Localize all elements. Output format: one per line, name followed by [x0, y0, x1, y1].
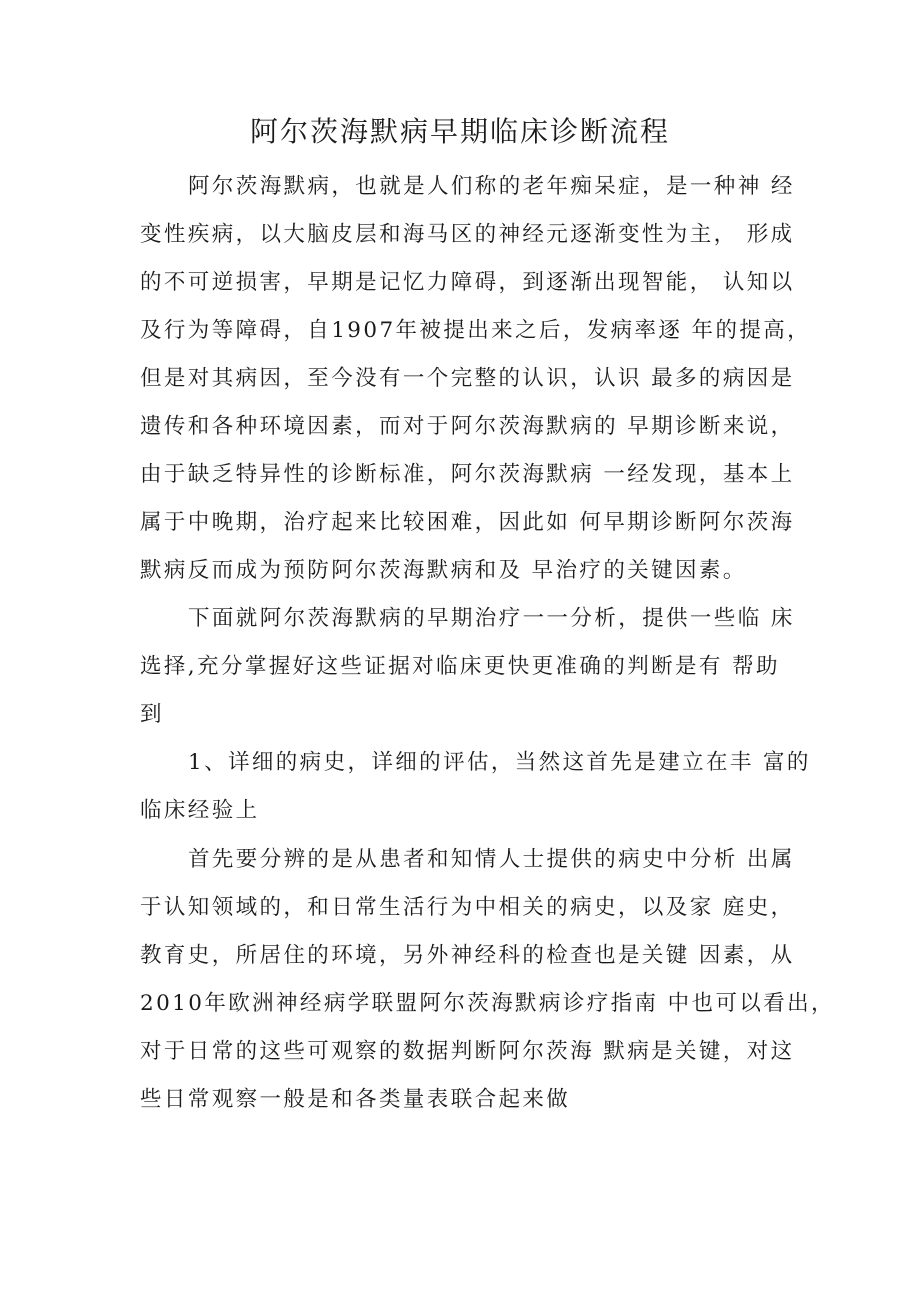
- paragraph-line: 属于中晚期，治疗起来比较困难，因此如 何早期诊断阿尔茨海: [140, 510, 795, 535]
- paragraph-line: 及行为等障碍，自1907年被提出来之后，发病率逐 年的提高，: [140, 318, 812, 343]
- paragraph-line: 临床经验上: [140, 798, 260, 823]
- paragraph-line: 到: [140, 702, 164, 727]
- paragraph-line: 1、详细的病史，详细的评估，当然这首先是建立在丰 富的: [188, 750, 811, 775]
- paragraph-line: 默病反而成为预防阿尔茨海默病和及 早治疗的关键因素。: [140, 558, 747, 583]
- paragraph-line: 些日常观察一般是和各类量表联合起来做: [140, 1087, 571, 1112]
- paragraph-line: 但是对其病因，至今没有一个完整的认识，认识 最多的病因是: [140, 366, 795, 391]
- paragraph-line: 遗传和各种环境因素，而对于阿尔茨海默病的 早期诊断来说，: [140, 414, 795, 439]
- paragraph-line: 选择,充分掌握好这些证据对临床更快更准确的判断是有 帮助: [140, 654, 780, 679]
- paragraph-line: 2010年欧洲神经病学联盟阿尔茨海默病诊疗指南 中也可以看出，: [140, 991, 835, 1016]
- paragraph-line: 于认知领域的，和日常生活行为中相关的病史，以及家 庭史，: [140, 895, 795, 920]
- paragraph-line: 首先要分辨的是从患者和知情人士提供的病史中分析 出属: [188, 847, 795, 872]
- paragraph-line: 的不可逆损害，早期是记忆力障碍，到逐渐出现智能， 认知以: [140, 270, 795, 295]
- paragraph-line: 变性疾病，以大脑皮层和海马区的神经元逐渐变性为主， 形成: [140, 222, 795, 247]
- paragraph-line: 对于日常的这些可观察的数据判断阿尔茨海 默病是关键，对这: [140, 1039, 795, 1064]
- paragraph-line: 下面就阿尔茨海默病的早期治疗一一分析，提供一些临 床: [188, 606, 795, 631]
- paragraph-line: 由于缺乏特异性的诊断标准，阿尔茨海默病 一经发现，基本上: [140, 462, 795, 487]
- paragraph-line: 阿尔茨海默病，也就是人们称的老年痴呆症，是一种神 经: [188, 174, 795, 199]
- document-title: 阿尔茨海默病早期临床诊断流程: [249, 115, 670, 148]
- paragraph-line: 教育史，所居住的环境，另外神经科的检查也是关键 因素，从: [140, 943, 795, 968]
